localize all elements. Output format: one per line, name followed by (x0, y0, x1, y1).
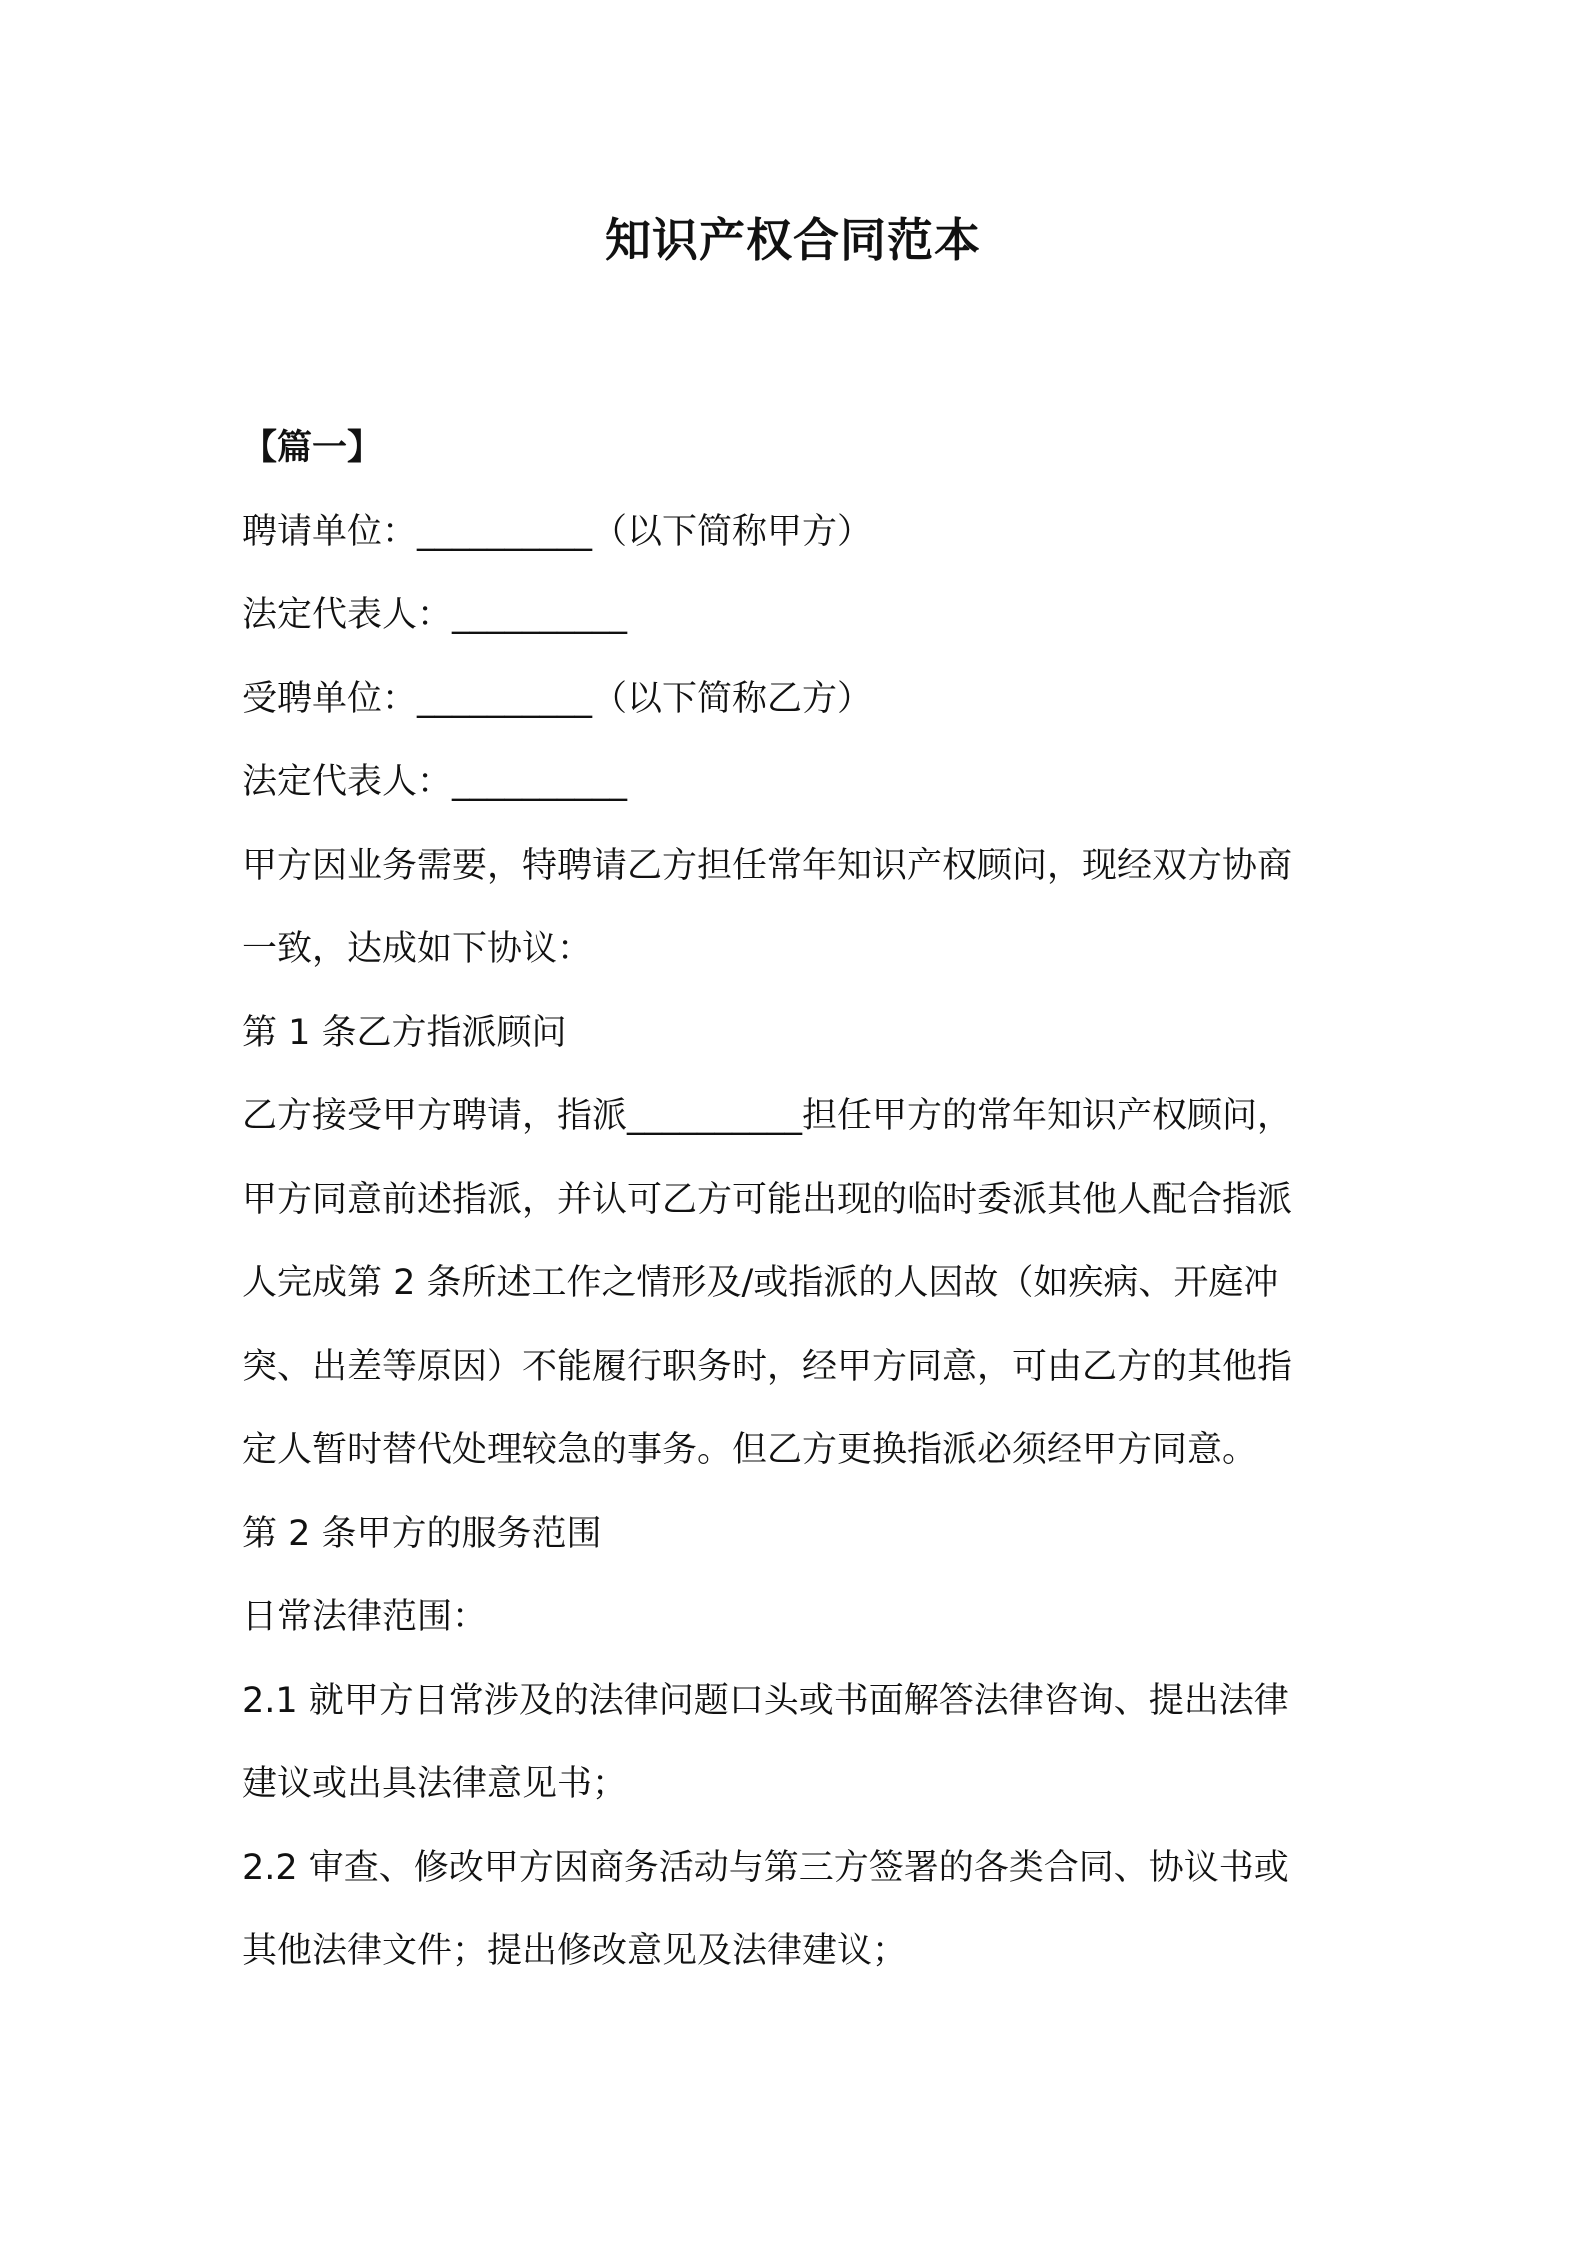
employee-field: 受聘单位：__________（以下简称乙方） (242, 678, 873, 719)
document-body (242, 407, 1362, 1994)
subheading: 日常法律范围： (242, 1597, 488, 1637)
article-heading: 第 1 条乙方指派顾问 (242, 1012, 567, 1053)
paragraph-line: 一致，达成如下协议： (242, 929, 593, 969)
paragraph-line: 定人暂时替代处理较急的事务。但乙方更换指派必须经甲方同意。 (242, 1430, 1258, 1470)
clause-line: 2.2 审查、修改甲方因商务活动与第三方签署的各类合同、协议书或 (242, 1847, 1289, 1888)
paragraph-line: 人完成第 2 条所述工作之情形及/或指派的人因故（如疾病、开庭冲 (242, 1263, 1279, 1303)
employer-representative-field: 法定代表人：__________ (242, 595, 628, 635)
paragraph-line: 乙方接受甲方聘请，指派__________担任甲方的常年知识产权顾问， (242, 1096, 1293, 1136)
employee-representative-field: 法定代表人：__________ (242, 762, 628, 802)
clause-line: 建议或出具法律意见书； (242, 1764, 628, 1804)
document-title: 知识产权合同范本 (605, 213, 981, 267)
article-heading: 第 2 条甲方的服务范围 (242, 1513, 602, 1554)
employer-field: 聘请单位：__________（以下简称甲方） (242, 511, 873, 552)
paragraph-line: 突、出差等原因）不能履行职务时，经甲方同意，可由乙方的其他指 (242, 1346, 1293, 1387)
section-heading: 【篇一】 (242, 428, 383, 468)
clause-line: 2.1 就甲方日常涉及的法律问题口头或书面解答法律咨询、提出法律 (242, 1680, 1289, 1721)
paragraph-line: 甲方因业务需要，特聘请乙方担任常年知识产权顾问，现经双方协商 (242, 845, 1293, 886)
clause-line: 其他法律文件；提出修改意见及法律建议； (242, 1931, 908, 1971)
paragraph-line: 甲方同意前述指派，并认可乙方可能出现的临时委派其他人配合指派 (242, 1179, 1293, 1220)
